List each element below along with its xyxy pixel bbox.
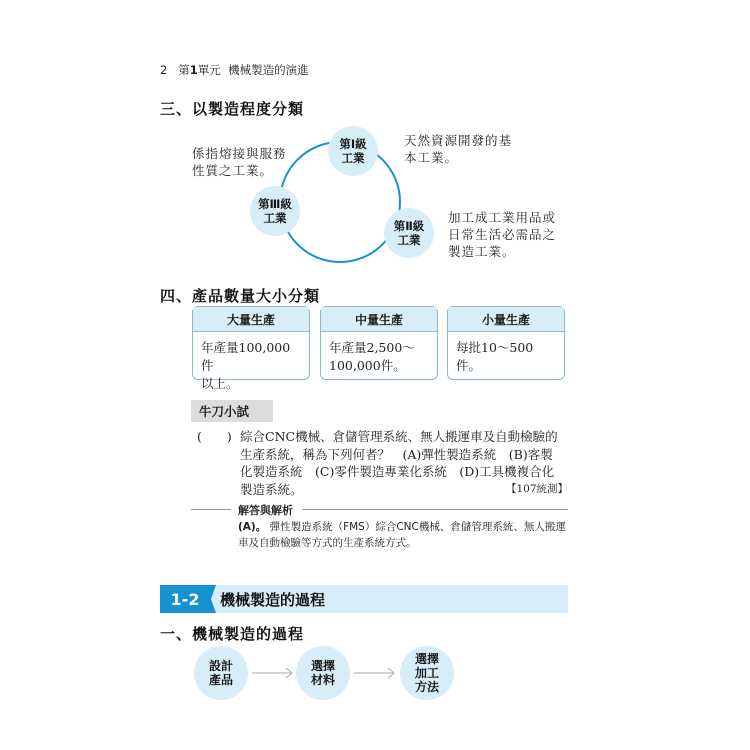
primary-industry-circle: 第Ⅰ級 工業 [328,126,378,176]
arrow-right-icon [352,666,398,680]
flow-step-material: 選擇 材料 [296,646,350,700]
flow-step-process: 選擇 加工 方法 [400,646,454,700]
secondary-description: 加工成工業用品或 日常生活必需品之 製造工業。 [448,210,557,259]
section-heading-1: 一、機械製造的過程 [160,625,305,643]
unit-title: 機械製造的演進 [228,63,309,77]
answer-heading: 解答與解析 [238,504,293,517]
quiz-question: 綜合CNC機械、倉儲管理系統、無人搬運車及自動檢驗的 生產系統，稱為下列何者？ (A)彈性製造系統 (B)客製 化製造系統 (C)零件製造專業化系統 (D)工具機複合化 製造系統。 【107統測】 [240,429,568,497]
box-mass-production [192,306,310,391]
primary-description: 天然資源開發的基 本工業。 [404,133,513,165]
exam-source: 【107統測】 [505,482,568,495]
section-heading-3: 三、以製造程度分類 [160,100,305,118]
box-medium-production [320,306,438,380]
quiz-title: 牛刀小試 [191,400,273,422]
section-number: 1-2 [160,585,210,613]
box-body: 每批10～500件。 [456,340,534,373]
banner-chevron-icon [208,585,218,613]
box-small-production [447,306,565,380]
tertiary-industry-circle: 第Ⅲ級 工業 [250,186,300,236]
divider [302,509,568,510]
box-body: 年產量100,000件 以上。 [201,340,291,391]
answer-paren: ( ) [197,429,232,444]
flow-step-design: 設計 產品 [194,646,248,700]
secondary-industry-circle: 第Ⅱ級 工業 [384,208,434,258]
page-number: 2 [160,63,168,77]
section-heading-4: 四、產品數量大小分類 [160,287,321,305]
running-head: 2 第1單元 機械製造的演進 [160,63,309,77]
divider [191,509,231,510]
answer-text: (A)。 彈性製造系統（FMS）綜合CNC機械、倉儲管理系統、無人搬運 車及自動檢驗等方式的生產系統方式。 [238,521,566,549]
arrow-right-icon [250,666,296,680]
box-title: 中量生產 [321,307,437,332]
box-title: 小量生產 [448,307,564,332]
box-title: 大量生產 [193,307,309,332]
tertiary-description: 係指熔接與服務 性質之工業。 [192,146,287,178]
box-body: 年產量2,500～ 100,000件。 [329,340,415,373]
section-title: 機械製造的過程 [220,591,326,609]
